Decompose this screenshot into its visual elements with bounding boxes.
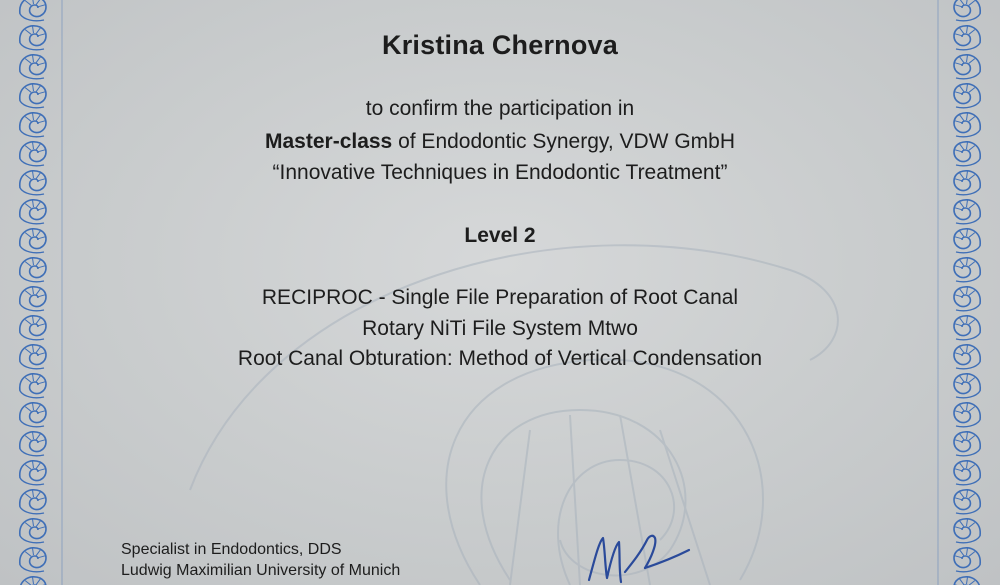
nautilus-shell-icon (20, 403, 46, 427)
course-type: Master-class (265, 130, 393, 153)
nautilus-shell-icon (20, 548, 46, 572)
nautilus-shell-icon (20, 0, 46, 21)
nautilus-shell-icon (20, 519, 46, 543)
topic-item: Root Canal Obturation: Method of Vertical Condensation (237, 347, 763, 370)
signatory-institution: Ludwig Maximilian University of Munich (121, 562, 401, 579)
nautilus-shell-icon (954, 200, 980, 224)
nautilus-shell-icon (20, 200, 46, 224)
handwritten-signature (585, 528, 705, 585)
recipient-name: Kristina Chernova (382, 30, 618, 60)
nautilus-shell-icon (954, 577, 980, 585)
nautilus-shell-icon (954, 461, 980, 485)
topic-item: RECIPROC - Single File Preparation of Root Canal (261, 286, 739, 309)
nautilus-shell-icon (20, 577, 46, 585)
course-line (0, 129, 1000, 155)
nautilus-shell-icon (954, 548, 980, 572)
course-organizer: of Endodontic Synergy, VDW GmbH (392, 130, 735, 153)
course-title: “Innovative Techniques in Endodontic Treatment” (272, 161, 728, 184)
nautilus-shell-icon (954, 432, 980, 456)
nautilus-shell-icon (954, 490, 980, 514)
nautilus-shell-icon (954, 0, 980, 21)
nautilus-shell-icon (20, 461, 46, 485)
nautilus-shell-icon (954, 403, 980, 427)
nautilus-shell-icon (954, 258, 980, 282)
nautilus-shell-icon (20, 374, 46, 398)
confirm-line: to confirm the participation in (365, 97, 635, 120)
level-heading: Level 2 (464, 224, 536, 247)
signatory-title: Specialist in Endodontics, DDS (121, 541, 342, 558)
nautilus-shell-icon (954, 374, 980, 398)
topic-item: Rotary NiTi File System Mtwo (362, 317, 638, 340)
nautilus-shell-icon (954, 519, 980, 543)
nautilus-shell-icon (20, 432, 46, 456)
nautilus-shell-icon (20, 258, 46, 282)
nautilus-shell-icon (20, 490, 46, 514)
